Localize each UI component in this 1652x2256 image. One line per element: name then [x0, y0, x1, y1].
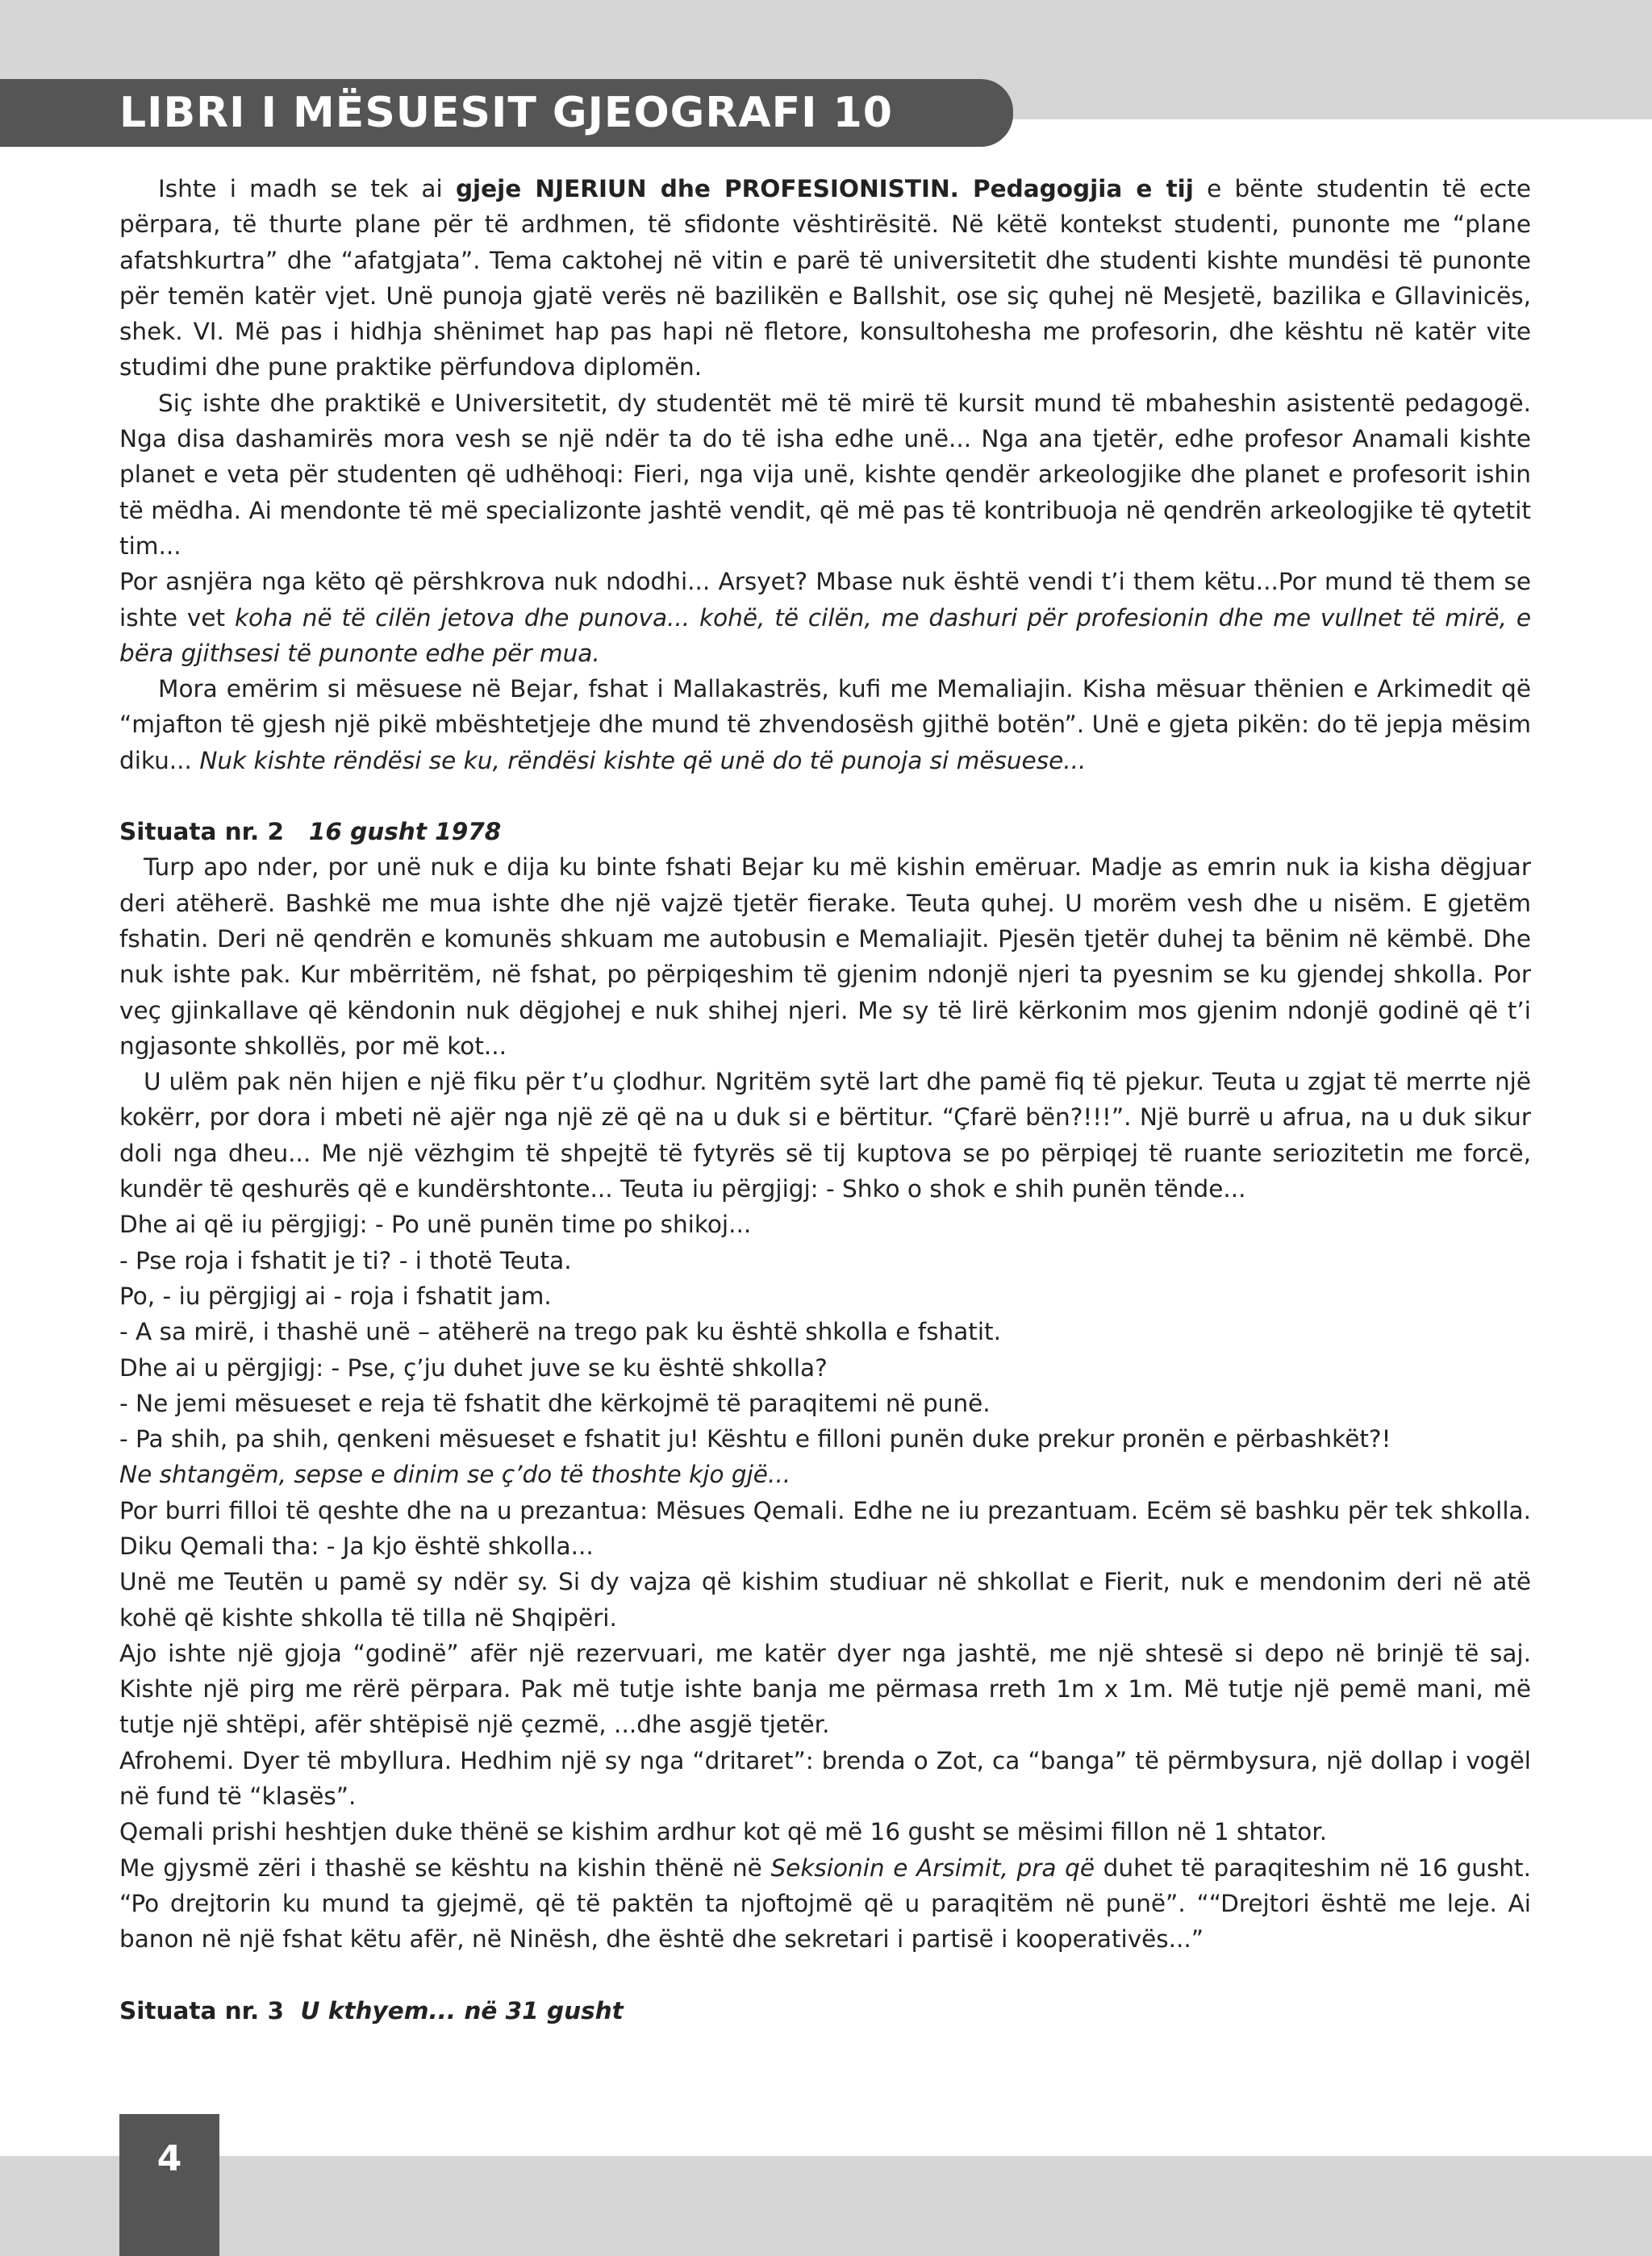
- bottom-band: [0, 2156, 1652, 2256]
- dialogue-line: Unë me Teutën u pamë sy ndër sy. Si dy vajza që kishim studiuar në shkollat e Fierit, nuk e mendonim deri në atë kohë që kishte shkolla të tilla në Shqipëri.: [119, 1568, 1531, 1632]
- situata-3-heading: Situata nr. 3 U kthyem... në 31 gusht: [119, 1996, 624, 2025]
- dialogue-line: Qemali prishi heshtjen duke thënë se kishim ardhur kot që më 16 gusht se mësimi fillon në 1 shtator.: [119, 1818, 1328, 1846]
- page-number-box: [119, 2114, 219, 2256]
- dialogue-line: Ne shtangëm, sepse e dinim se ç’do të thoshte kjo gjë...: [119, 1461, 791, 1489]
- page-number: 4: [156, 2138, 182, 2179]
- dialogue-line: - Pa shih, pa shih, qenkeni mësueset e fshatit ju! Kështu e filloni punën duke prekur pronën e përbashkët?!: [119, 1425, 1391, 1453]
- dialogue-line: Ajo ishte një gjoja “godinë” afër një rezervuari, me katër dyer nga jashtë, me një shtesë si depo në brinjë të saj. Kishte një pirg me rërë përpara. Pak më tutje ishte banja me përmasa rreth 1m x 1m. Më tutje një pemë mani, më tutje një shtëpi, afër shtëpisë një çezmë, ...dhe asgjë tjetër.: [119, 1639, 1531, 1739]
- intro-paragraph-2: Siç ishte dhe praktikë e Universitetit, dy studentët më të mirë të kursit mund të mbaheshin asistentë pedagogë. Nga disa dashamirës mora vesh se një ndër ta do të isha edhe unë... Nga ana tjetër, edhe profesor Anamali kishte planet e veta për studenten që udhëhoqi: Fieri, nga vija unë, kishte qendër arkeologjike dhe planet e profesorit ishin të mëdha. Ai mendonte të më specializonte jashtë vendit, që më pas të kontribuoja në qendrën arkeologjike të qytetit tim...: [119, 389, 1531, 560]
- situata-2-paragraph-1: Turp apo nder, por unë nuk e dija ku binte fshati Bejar ku më kishin emëruar. Madje as emrin nuk ia kisha dëgjuar deri atëherë. Bashkë me mua ishte dhe një vajzë tjetër fierake. Teuta quhej. U morëm vesh dhe u nisëm. E gjetëm fshatin. Deri në qendrën e komunës shkuam me autobusin e Memaliajit. Pjesën tjetër duhej ta bënim në këmbë. Dhe nuk ishte pak. Kur mbërritëm, në fshat, po përpiqeshim të gjenim ndonjë njeri ta pyesnim se ku gjendej shkolla. Por veç gjinkallave që këndonin nuk dëgjohej e nuk shihej njeri. Me sy të lirë kërkonim mos gjenim ndonjë godinë që t’i ngjasonte shkollës, por më kot...: [119, 853, 1531, 1060]
- intro-paragraph-1: Ishte i madh se tek ai gjeje NJERIUN dhe PROFESIONISTIN. Pedagogjia e tij e bënte studentin të ecte përpara, të thurte plane për të ardhmen, të sfidonte vështirësitë. Në këtë kontekst studenti, punonte me “plane afatshkurtra” dhe “afatgjata”. Tema caktohej në vitin e parë të universitetit dhe studenti kishte mundësi të punonte për temën katër vjet. Unë punoja gjatë verës në bazilikën e Ballshit, ose siç quhej në Mesjetë, bazilika e Gllavinicës, shek. VI. Më pas i hidhja shënimet hap pas hapi në fletore, konsultohesha me profesorin, dhe kështu në katër vite studimi dhe pune praktike përfundova diplomën.: [119, 175, 1531, 382]
- header-tab: [0, 79, 1013, 147]
- page-title: LIBRI I MËSUESIT GJEOGRAFI 10: [119, 89, 893, 137]
- situata-2-paragraph-2: U ulëm pak nën hijen e një fiku për t’u çlodhur. Ngritëm sytë lart dhe pamë fiq të pjekur. Teuta u zgjat të merrte një kokërr, por dora i mbeti në ajër nga një zë që na u duk si e bërtitur. “Çfarë bën?!!!”. Një burrë u afrua, na u duk sikur doli nga dheu... Me një vëzhgim të shpejtë të fytyrës së tij kuptova se po përpiqej të ruante seriozitetin me forcë, kundër të qeshurës që e kundërshtonte... Teuta iu përgjigj: - Shko o shok e shih punën tënde...: [119, 1068, 1531, 1203]
- intro-paragraph-3: Por asnjëra nga këto që përshkrova nuk ndodhi... Arsyet? Mbase nuk është vendi t’i them këtu...Por mund të them se ishte vet koha në të cilën jetova dhe punova... kohë, të cilën, me dashuri për profesionin dhe me vullnet të mirë, e bëra gjithsesi të punonte edhe për mua.: [119, 568, 1531, 667]
- dialogue-line: Afrohemi. Dyer të mbyllura. Hedhim një sy nga “dritaret”: brenda o Zot, ca “banga” të përmbysura, një dollap i vogël në fund të “klasës”.: [119, 1746, 1531, 1811]
- dialogue-line: Po, - iu përgjigj ai - roja i fshatit jam.: [119, 1282, 552, 1310]
- dialogue-line: Me gjysmë zëri i thashë se kështu na kishin thënë në Seksionin e Arsimit, pra që duhet të paraqiteshim në 16 gusht. “Po drejtorin ku mund ta gjejmë, që të paktën ta njoftojmë që u paraqitëm në punë”. ““Drejtori është me leje. Ai banon në një fshat këtu afër, në Ninësh, dhe është dhe sekretari i partisë i kooperativës...”: [119, 1854, 1531, 1954]
- dialogue-line: Dhe ai që iu përgjigj: - Po unë punën time po shikoj...: [119, 1211, 752, 1239]
- dialogue-line: - Pse roja i fshatit je ti? - i thotë Teuta.: [119, 1246, 572, 1274]
- dialogue-line: Dhe ai u përgjigj: - Pse, ç’ju duhet juve se ku është shkolla?: [119, 1353, 828, 1382]
- dialogue-line: - Ne jemi mësueset e reja të fshatit dhe kërkojmë të paraqitemi në punë.: [119, 1389, 991, 1417]
- dialogue-line: - A sa mirë, i thashë unë – atëherë na trego pak ku është shkolla e fshatit.: [119, 1318, 1001, 1346]
- dialogue-line: Por burri filloi të qeshte dhe na u prezantua: Mësues Qemali. Edhe ne iu prezantuam. Ecëm së bashku për tek shkolla. Diku Qemali tha: - Ja kjo është shkolla...: [119, 1496, 1531, 1560]
- situata-2-heading: Situata nr. 2 16 gusht 1978: [119, 818, 502, 846]
- intro-paragraph-4: Mora emërim si mësuese në Bejar, fshat i Mallakastrës, kufi me Memaliajin. Kisha mësuar thënien e Arkimedit që “mjafton të gjesh një pikë mbështetjeje dhe mund të zhvendosësh gjithë botën”. Unë e gjeta pikën: do të jepja mësim diku... Nuk kishte rëndësi se ku, rëndësi kishte që unë do të punoja si mësuese...: [119, 675, 1531, 774]
- document-body: [119, 171, 1531, 2029]
